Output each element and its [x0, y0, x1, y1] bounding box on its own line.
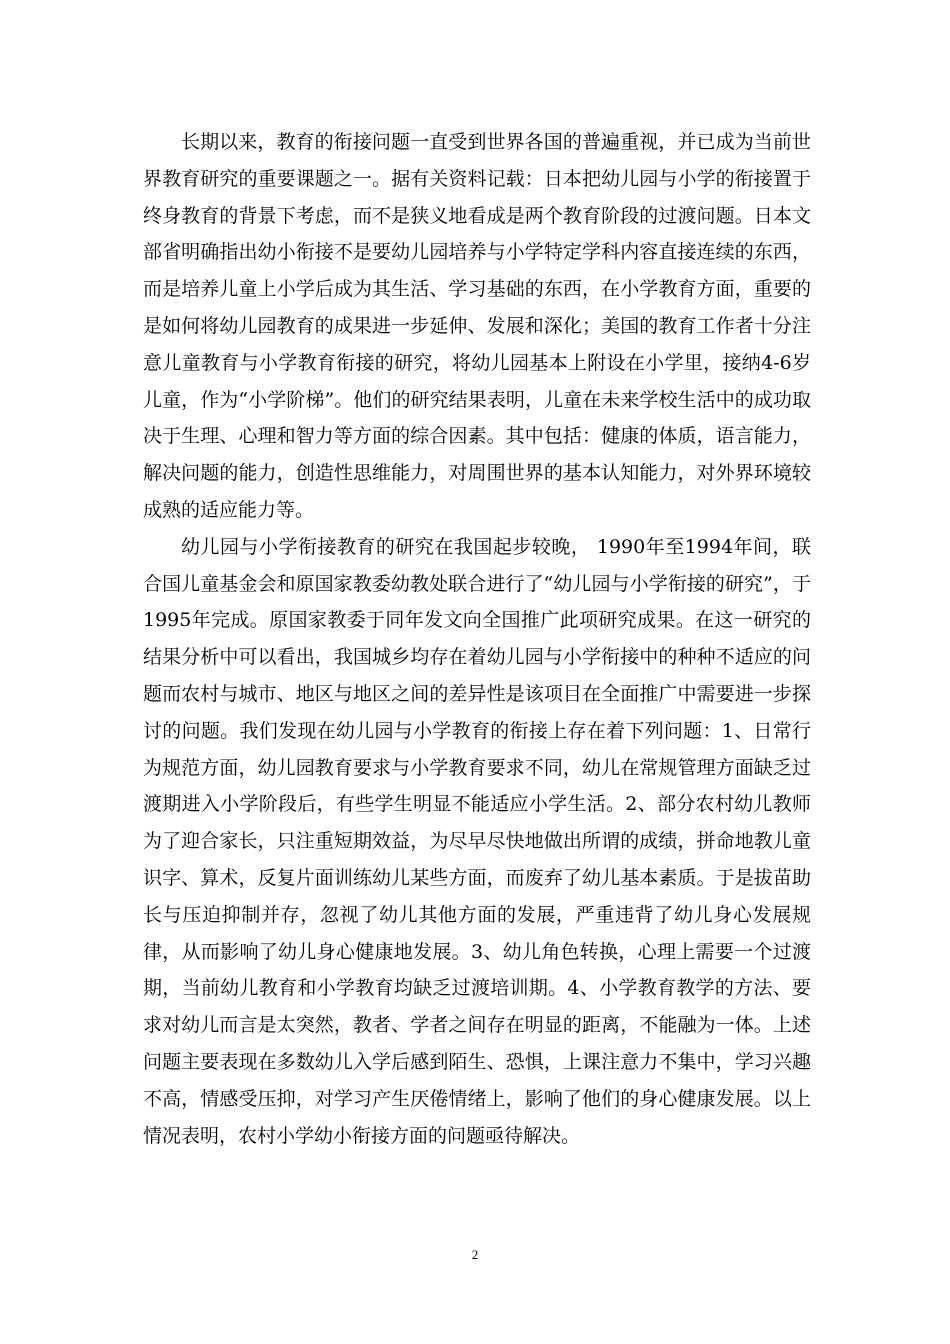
page-number: 2 — [471, 1247, 479, 1262]
paragraph-domestic-research: 幼儿园与小学衔接教育的研究在我国起步较晚， 1990年至1994年间，联合国儿童基金会和原国家教委幼教处联合进行了“幼儿园与小学衔接的研究”，于1995年完成。原国家教委于同年发文向全国推广此项研究成果。在这一研究的结果分析中可以看出，我国城乡均存在着幼儿园与小学衔接中的种种不适应的问题而农村与城市、地区与地区之间的差异性是该项目在全面推广中需要进一步探讨的问题。我们发现在幼儿园与小学教育的衔接上存在着下列问题：1、日常行为规范方面，幼儿园教育要求与小学教育要求不同，幼儿在常规管理方面缺乏过渡期进入小学阶段后，有些学生明显不能适应小学生活。2、部分农村幼儿教师为了迎合家长，只注重短期效益，为尽早尽快地做出所谓的成绩，拼命地教儿童识字、算术，反复片面训练幼儿某些方面，而废弃了幼儿基本素质。于是拔苗助长与压迫抑制并存，忽视了幼儿其他方面的发展，严重违背了幼儿身心发展规律，从而影响了幼儿身心健康地发展。3、幼儿角色转换，心理上需要一个过渡期，当前幼儿教育和小学教育均缺乏过渡培训期。4、小学教育教学的方法、要求对幼儿而言是太突然，教者、学者之间存在明显的距离，不能融为一体。上述问题主要表现在多数幼儿入学后感到陌生、恐惧，上课注意力不集中，学习兴趣不高，情感受压抑，对学习产生厌倦情绪上，影响了他们的身心健康发展。以上情况表明，农村小学幼小衔接方面的问题亟待解决。 — [143, 535, 811, 1147]
body-text — [143, 124, 811, 1154]
paragraph-international-context: 长期以来，教育的衔接问题一直受到世界各国的普遍重视，并已成为当前世界教育研究的重要课题之一。据有关资料记载：日本把幼儿园与小学的衔接置于终身教育的背景下考虑，而不是狭义地看成是两个教育阶段的过渡问题。日本文部省明确指出幼小衔接不是要幼儿园培养与小学特定学科内容直接连续的东西，而是培养儿童上小学后成为其生活、学习基础的东西，在小学教育方面，重要的是如何将幼儿园教育的成果进一步延伸、发展和深化；美国的教育工作者十分注意儿童教育与小学教育衔接的研究，将幼儿园基本上附设在小学里，接纳4-6岁儿童，作为“小学阶梯”。他们的研究结果表明，儿童在未来学校生活中的成功取决于生理、心理和智力等方面的综合因素。其中包括：健康的体质，语言能力，解决问题的能力，创造性思维能力，对周围世界的基本认知能力，对外界环境较成熟的适应能力等。 — [143, 131, 811, 521]
